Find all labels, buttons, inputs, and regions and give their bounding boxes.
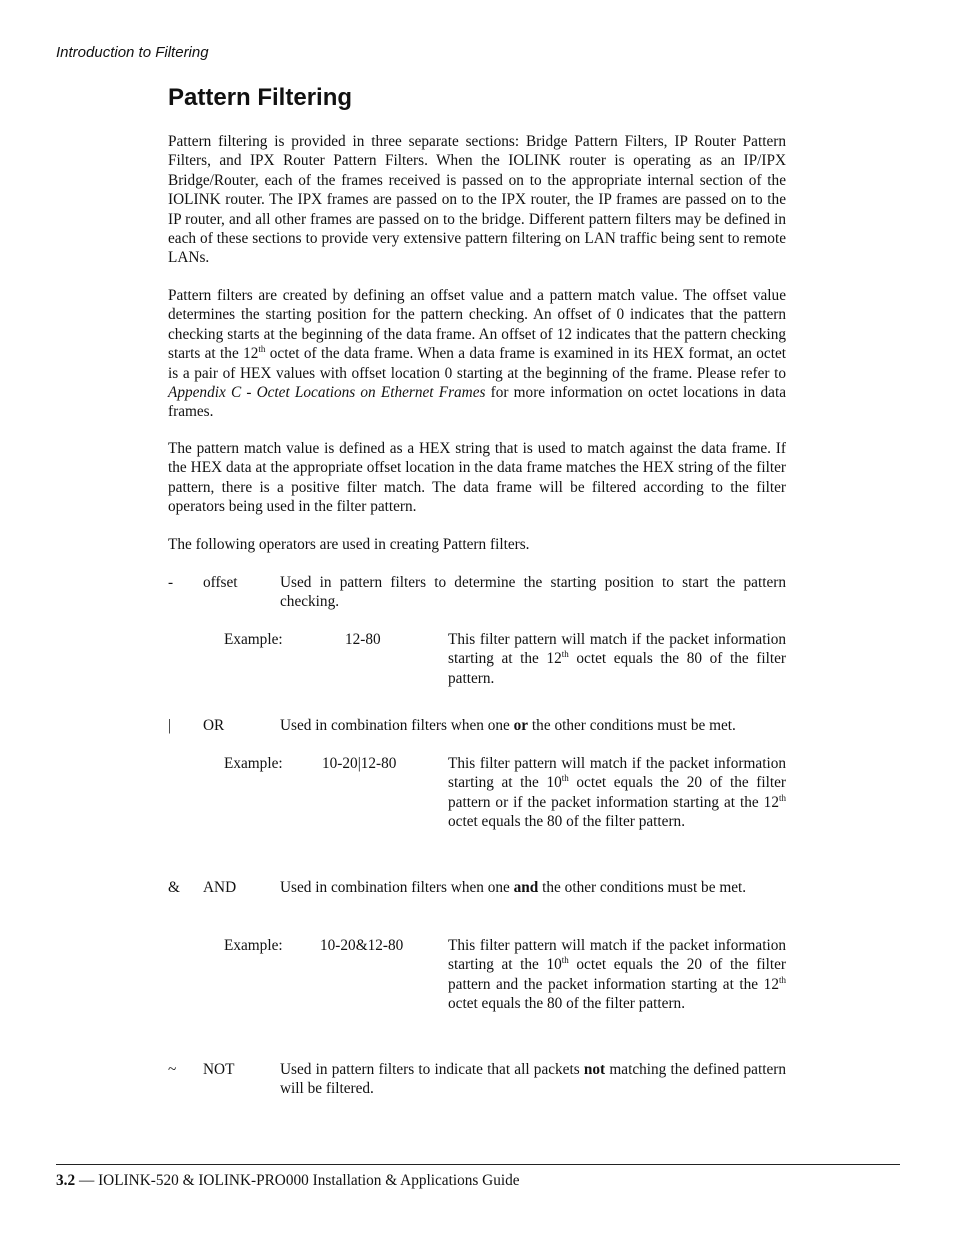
example-value: 10-20&12-80 [320, 937, 404, 954]
operator-name: offset [203, 574, 238, 591]
example-text: This filter pattern will match if the packet information starting at the 10 [448, 755, 786, 792]
example-description [448, 630, 786, 688]
match-text: The pattern match value is defined as a HEX string that is used to match against the data frame. If the HEX data at the appropriate offset location in the data frame matches the HEX string of the filter pattern, there is a positive filter match. The data frame will be filtered according to the filter operators being used in the filter pattern. [168, 440, 786, 516]
ordinal-suffix: th [561, 955, 569, 966]
ordinal-suffix: th [778, 792, 786, 803]
example-description [448, 754, 786, 832]
example-text: octet equals the 80 of the filter pattern. [448, 813, 686, 831]
intro-text: Pattern filtering is provided in three separate sections: Bridge Pattern Filters, IP Router Pattern Filters, and IPX Router Pattern Filters. When the IOLINK router is operating as an IP/IPX Bridge/Router, each of the frames received is passed on to the appropriate internal section of the IOLINK router. The IPX frames are passed on to the IPX router, the IP frames are passed on to the IP router, and all other frames are passed on to the bridge. Different pattern filters may be defined in each of these sections to provide very extensive pattern filtering on LAN traffic being sent to remote LANs. [168, 133, 786, 267]
example-text: octet equals the 20 of the filter pattern or if the packet information starting at the 12 [448, 774, 786, 811]
example-label: Example: [224, 631, 283, 648]
running-head: Introduction to Filtering [56, 44, 209, 61]
example-text: octet equals the 20 of the filter pattern and the packet information starting at the 12 [448, 956, 786, 993]
appendix-reference: Appendix C - Octet Locations on Ethernet Frames [168, 384, 486, 402]
operator-description [280, 1060, 786, 1099]
page-footer [56, 1172, 520, 1190]
operator-description: Used in pattern filters to determine the starting position to start the pattern checking. [280, 574, 786, 611]
intro-paragraph [168, 132, 786, 268]
offset-text-2: octet of the data frame. When a data frame is examined in its HEX format, an octet is a pair of HEX values with offset location 0 starting at the beginning of the frame. Please refer to [168, 345, 786, 382]
ordinal-suffix: th [561, 649, 569, 660]
operators-intro-text: The following operators are used in creating Pattern filters. [168, 536, 530, 553]
footer-divider [56, 1164, 900, 1165]
match-paragraph [168, 439, 786, 517]
operator-symbol: - [168, 574, 174, 591]
description-emphasis: not [583, 1061, 606, 1078]
example-text: This filter pattern will match if the packet information starting at the 12 [448, 631, 786, 668]
description-text: Used in combination filters when one [280, 717, 514, 734]
operator-symbol: & [168, 879, 180, 896]
example-value: 12-80 [345, 631, 381, 648]
description-emphasis: and [513, 879, 539, 896]
ordinal-suffix: th [561, 773, 569, 784]
operator-description [280, 716, 786, 735]
footer-title: — IOLINK-520 & IOLINK-PRO000 Installation & Applications Guide [75, 1172, 520, 1189]
operators-intro [168, 535, 786, 554]
description-text: the other conditions must be met. [528, 717, 736, 734]
description-text: Used in combination filters when one [280, 879, 514, 896]
operator-name: AND [203, 879, 237, 896]
operator-name: OR [203, 717, 225, 734]
description-text: Used in pattern filters to indicate that all packets [280, 1061, 584, 1078]
description-text: the other conditions must be met. [538, 879, 747, 896]
description-text: matching the defined pattern will be filtered. [280, 1061, 786, 1098]
ordinal-suffix: th [778, 974, 786, 985]
page-title: Pattern Filtering [168, 84, 353, 111]
operator-symbol: ~ [168, 1061, 177, 1078]
ordinal-suffix: th [258, 344, 266, 355]
operator-name: NOT [203, 1061, 235, 1078]
example-label: Example: [224, 937, 283, 954]
example-description [448, 936, 786, 1014]
example-text: octet equals the 80 of the filter pattern. [448, 650, 786, 687]
example-value: 10-20|12-80 [322, 755, 397, 772]
page-number: 3.2 [56, 1172, 76, 1189]
operator-description [280, 878, 786, 897]
description-emphasis: or [513, 717, 529, 734]
offset-text-3: for more information on octet locations in data frames. [168, 384, 786, 421]
operator-symbol: | [168, 717, 172, 734]
example-text: octet equals the 80 of the filter pattern. [448, 995, 686, 1013]
example-text: This filter pattern will match if the packet information starting at the 10 [448, 937, 786, 974]
example-label: Example: [224, 755, 283, 772]
offset-text-1: Pattern filters are created by defining an offset value and a pattern match value. The offset value determines the starting position for the pattern checking. An offset of 0 indicates that the pattern checking starts at the beginning of the data frame. An offset of 12 indicates that the pattern checking starts at the 12 [168, 287, 786, 363]
offset-paragraph [168, 286, 786, 422]
